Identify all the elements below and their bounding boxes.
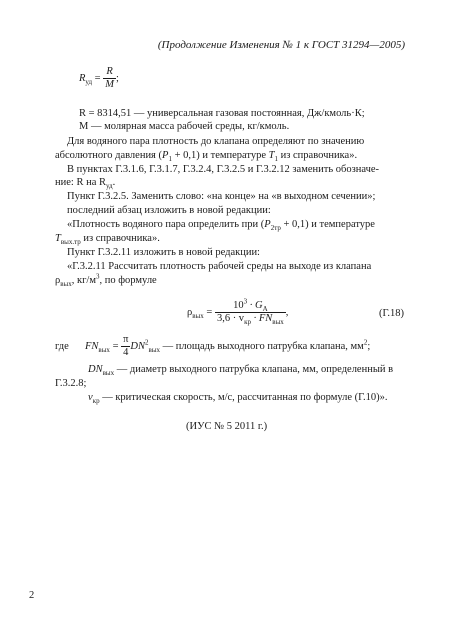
- text-line-1: R = 8314,51 — универсальная газовая постоянная, Дж/кмоль·К;: [79, 108, 365, 119]
- text-line-4-p-sub: 1: [168, 155, 172, 164]
- text-line-4-t-sub: 1: [274, 155, 278, 164]
- page-header: (Продолжение Изменения № 1 к ГОСТ 31294—2005): [157, 39, 405, 51]
- formula-rho-lhs-sub: вых: [192, 312, 204, 320]
- text-line-13-c: , по формуле: [99, 275, 157, 286]
- text-line-3: Для водяного пара плотность до клапана определяют по значению: [67, 136, 365, 147]
- where-fn-text: — площадь выходного патрубка клапана, мм: [162, 340, 364, 352]
- formula-rho-number: (Г.18): [378, 308, 404, 319]
- text-line-9-a: «Плотность водяного пара определить при (: [67, 219, 265, 230]
- formula-rho-eq: =: [206, 306, 213, 318]
- text-line-6-a: ние: R на R: [55, 177, 106, 188]
- where-fn-dn: DN: [130, 340, 146, 352]
- text-line-10-t: T: [55, 233, 61, 244]
- where-v-sub: кр: [92, 397, 100, 406]
- text-line-13-rho: ρ: [55, 275, 61, 286]
- text-line-10-b: из справочника».: [80, 233, 160, 244]
- where-fn-dn-sub: вых: [148, 346, 161, 354]
- formula-r-denominator: M: [105, 79, 114, 90]
- text-line-5: В пунктах Г.3.1.6, Г.3.1.7, Г.3.2.4, Г.3.2.5 и Г.3.2.12 заменить обозначе-: [67, 164, 380, 175]
- where-fn-frac-den: 4: [123, 347, 129, 358]
- text-line-13-sub: вых: [60, 280, 72, 289]
- formula-rho-tail: ,: [285, 306, 289, 318]
- formula-r-lhs: R: [79, 72, 86, 84]
- text-line-6-b: .: [112, 177, 116, 188]
- formula-rho-denominator: $3,6 \cdot v_{кр} \cdot FN_{вых}$: [216, 313, 284, 327]
- where-v-line: [88, 392, 388, 404]
- text-line-13: [55, 272, 157, 289]
- where-label: где: [55, 341, 69, 352]
- where-v-text: — критическая скорость, м/с, рассчитанная по формуле (Г.10)».: [99, 392, 388, 403]
- formula-rho-lhs: ρ: [187, 306, 193, 318]
- formula-r-eq: =: [94, 72, 101, 84]
- text-line-6-sub: уд: [105, 182, 113, 191]
- where-fn-dn-sup: 2: [145, 338, 149, 347]
- where-dn-sub: вых: [102, 369, 115, 378]
- page-number: 2: [29, 590, 35, 601]
- text-line-13-b: , кг/м: [71, 275, 96, 286]
- where-fn-frac-num: π: [123, 334, 129, 345]
- text-line-7: Пункт Г.3.2.5. Заменить слово: «на конце» на «в выходном сечении»;: [67, 191, 376, 202]
- where-fn-line: [85, 334, 370, 359]
- text-line-13-sup: 3: [96, 272, 100, 281]
- formula-r-tail: ;: [115, 72, 119, 84]
- text-line-12: «Г.3.2.11 Рассчитать плотность рабочей среды на выходе из клапана: [67, 261, 372, 272]
- text-line-4-a: абсолютного давления (: [55, 150, 163, 161]
- formula-rho: [187, 297, 289, 327]
- where-dn-continuation: Г.3.2.8;: [55, 378, 87, 389]
- where-v-symbol: v: [88, 392, 93, 403]
- formula-r-lhs-sub: уд: [85, 78, 93, 86]
- text-line-9-p: P: [264, 219, 271, 230]
- text-line-10: [55, 233, 160, 245]
- text-line-6: [55, 177, 115, 189]
- where-fn-symbol: FN: [85, 340, 99, 352]
- text-line-8: последний абзац изложить в новой редакции:: [67, 205, 271, 216]
- where-fn-text-sup: 2: [363, 338, 368, 347]
- text-line-4-t: T: [268, 150, 275, 161]
- text-line-4-c: из справочника».: [278, 150, 358, 161]
- text-line-11: Пункт Г.3.2.11 изложить в новой редакции:: [67, 247, 260, 258]
- where-dn-text: — диаметр выходного патрубка клапана, мм, определенный в: [114, 364, 394, 375]
- formula-rho-fraction: [215, 297, 286, 327]
- formula-r-numerator: R: [103, 66, 116, 79]
- where-dn-symbol: DN: [88, 364, 103, 375]
- text-line-4: [55, 150, 357, 162]
- where-fn-text-end: ;: [367, 340, 371, 352]
- text-line-2: M — молярная масса рабочей среды, кг/кмоль.: [79, 121, 290, 132]
- where-dn-line: [88, 364, 393, 376]
- ius-note: (ИУС № 5 2011 г.): [186, 421, 268, 432]
- where-fn-eq: =: [112, 340, 119, 352]
- text-line-4-b: + 0,1) и температуре: [171, 150, 269, 161]
- text-line-9-b: + 0,1) и температуре: [280, 219, 375, 230]
- formula-r-fraction: [103, 66, 116, 91]
- text-line-4-p: P: [162, 150, 169, 161]
- where-fn-sub: вых: [98, 346, 110, 354]
- text-line-9: [67, 219, 375, 231]
- text-line-9-sub: 2тр: [270, 224, 281, 233]
- text-line-10-sub: вых.тр: [60, 238, 81, 247]
- formula-r-specific: [79, 66, 119, 91]
- formula-rho-numerator: $10^3 \cdot G_A$: [215, 300, 286, 313]
